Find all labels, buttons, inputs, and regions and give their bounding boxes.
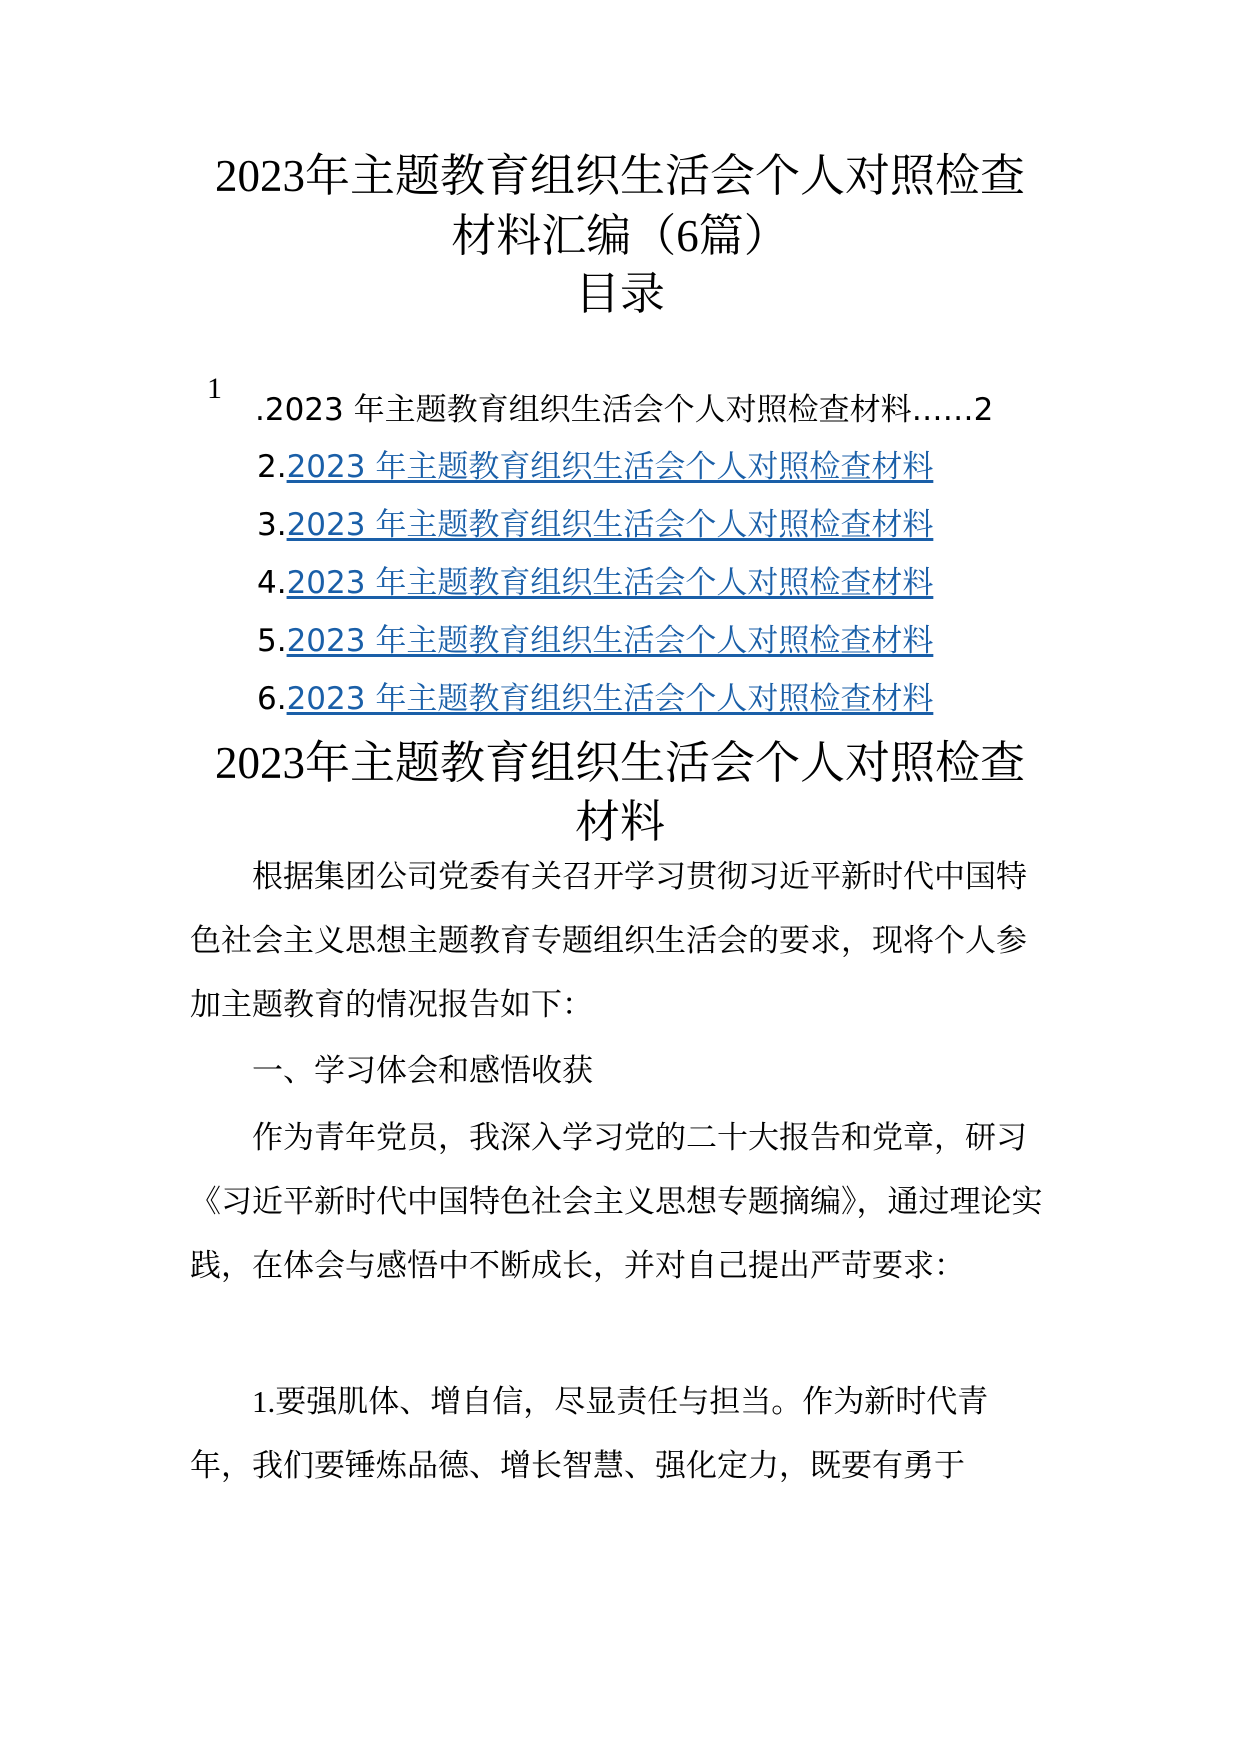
section-title-year: 2023 [214, 738, 305, 788]
toc-link[interactable]: 2023 年主题教育组织生活会个人对照检查材料 [286, 681, 934, 717]
main-title-line2-suffix: 篇） [698, 209, 789, 262]
point-number: 1. [252, 1384, 276, 1419]
toc-item-number: 4. [257, 565, 287, 601]
main-title-line-1 [150, 146, 1090, 206]
toc-item-5[interactable] [257, 621, 933, 661]
toc-link[interactable]: 2023 年主题教育组织生活会个人对照检查材料 [286, 565, 934, 601]
toc-item-4[interactable] [257, 563, 933, 603]
toc-page-number: 2 [973, 392, 994, 428]
toc-heading: 目录 [574, 267, 665, 320]
toc-leader: …… [911, 392, 974, 428]
toc-link[interactable]: 2023 年主题教育组织生活会个人对照检查材料 [286, 623, 934, 659]
paragraph-youth-member: 作为青年党员，我深入学习党的二十大报告和党章，研习《习近平新时代中国特色社会主义思想专题摘编》，通过理论实践，在体会与感悟中不断成长，并对自己提出严苛要求： [190, 1120, 1043, 1284]
toc-item-1[interactable] [255, 390, 993, 430]
intro-paragraph: 根据集团公司党委有关召开学习贯彻习近平新时代中国特色社会主义思想主题教育专题组织生活会的要求，现将个人参加主题教育的情况报告如下： [190, 859, 1027, 1023]
heading-study-experience: 一、学习体会和感悟收获 [252, 1053, 593, 1089]
toc-item-number: 6. [257, 681, 287, 717]
paragraph-point-1 [190, 1370, 1050, 1498]
toc-item-2[interactable] [257, 447, 933, 487]
main-title-year: 2023 [214, 151, 305, 201]
point-text: 要强肌体、增自信，尽显责任与担当。作为新时代青年，我们要锤炼品德、增长智慧、强化定力，既要有勇于 [190, 1384, 989, 1484]
section-title-line-2: 材料 [574, 795, 665, 848]
section-title-line-1 [150, 733, 1090, 793]
main-title-line2-prefix: 材料汇编（ [451, 209, 677, 262]
main-title-line-2 [150, 206, 1090, 266]
toc-item-number: 3. [257, 507, 287, 543]
main-title-text: 年主题教育组织生活会个人对照检查 [304, 149, 1025, 202]
toc-item-6[interactable] [257, 679, 933, 719]
toc-link[interactable]: 2023 年主题教育组织生活会个人对照检查材料 [286, 507, 934, 543]
toc-item-number: 5. [257, 623, 287, 659]
toc-item-number: 2. [257, 449, 287, 485]
toc-item-3[interactable] [257, 505, 933, 545]
section-title-text: 年主题教育组织生活会个人对照检查 [304, 736, 1025, 789]
toc-item-number: . [255, 392, 265, 428]
toc-item-text: 2023 年主题教育组织生活会个人对照检查材料 [264, 392, 912, 428]
toc-link[interactable]: 2023 年主题教育组织生活会个人对照检查材料 [286, 449, 934, 485]
main-title-count: 6 [676, 211, 699, 261]
toc-page-marker: 1 [207, 372, 222, 405]
